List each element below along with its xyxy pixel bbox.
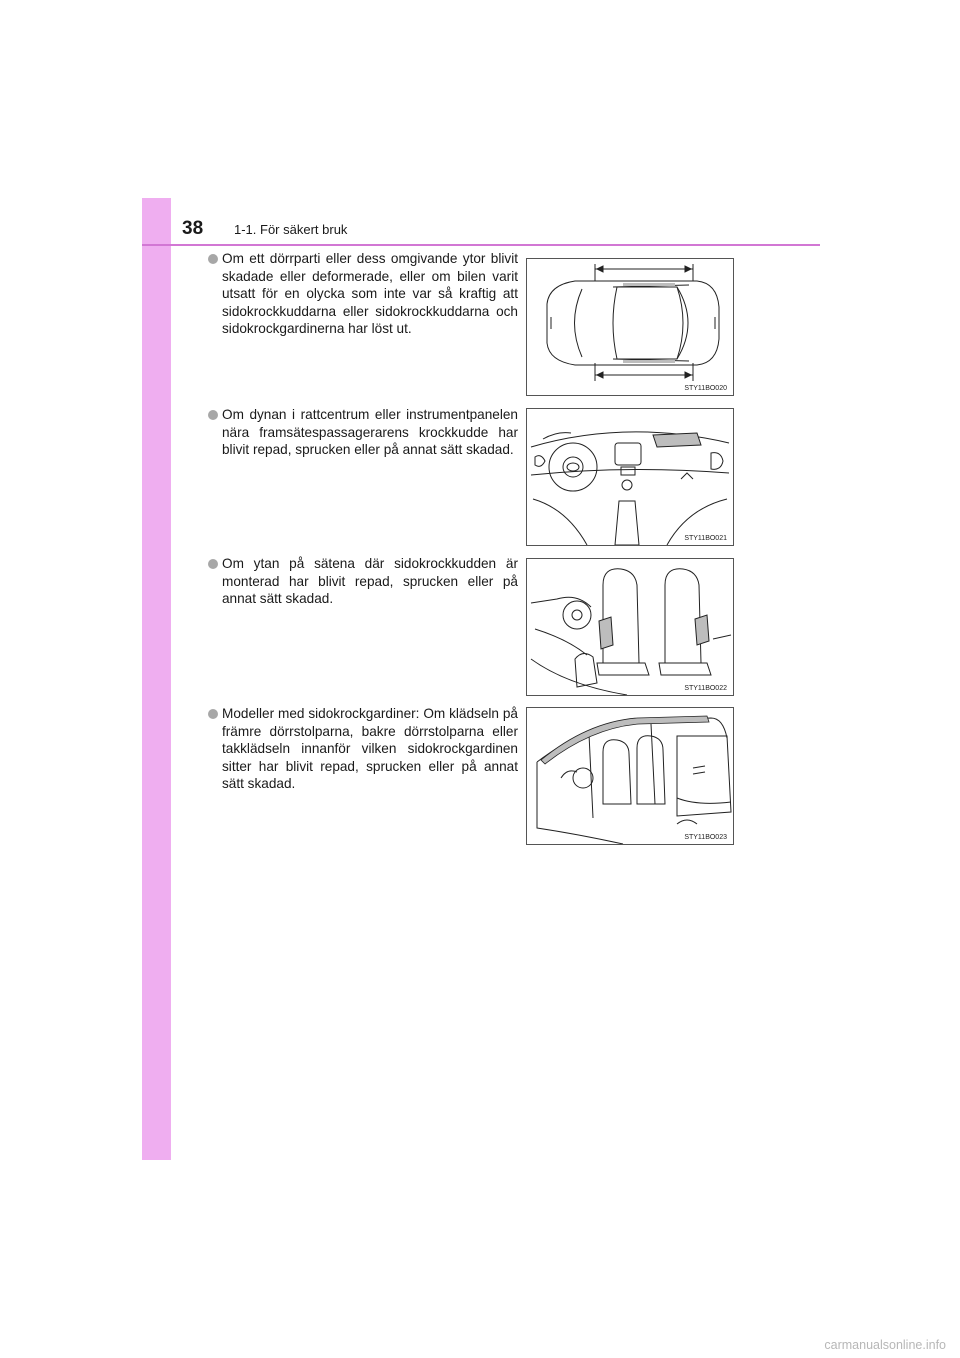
page-number: 38 xyxy=(182,218,204,239)
header-color-tab xyxy=(142,198,171,244)
list-item-dashboard-damage xyxy=(222,406,518,459)
watermark: carmanualsonline.info xyxy=(824,1338,946,1352)
figure-car-top-view xyxy=(526,258,734,396)
item-text: Modeller med sidokrockgardiner: Om klädseln på främre dörrstolparna, bakre dörrstolparna eller takklädseln innanför vilken sidokrockgardinen sitter har blivit repad, sprucken eller på annat sätt skadad. xyxy=(222,706,518,792)
side-curtain-illustration xyxy=(527,708,733,844)
list-item-curtain-damage xyxy=(222,705,518,793)
item-text: Om ett dörrparti eller dess omgivande ytor blivit skadade eller deformerade, eller om bilen varit utsatt för en olycka som inte var så kraftig att sidokrockkuddarna eller sidokrockkuddarna och sidokrockgardinerna har löst ut. xyxy=(222,251,518,337)
item-text: Om ytan på sätena där sidokrockkudden är monterad har blivit repad, sprucken eller på annat sätt skadad. xyxy=(222,556,518,607)
bullet-icon xyxy=(208,559,218,569)
figure-dashboard-view xyxy=(526,408,734,546)
side-color-band xyxy=(142,198,171,1160)
bullet-icon xyxy=(208,709,218,719)
figure-side-curtain xyxy=(526,707,734,845)
front-seats-illustration xyxy=(527,559,733,695)
bullet-icon xyxy=(208,254,218,264)
header-divider xyxy=(142,244,820,246)
dashboard-illustration xyxy=(527,409,733,545)
page-header xyxy=(142,198,820,244)
list-item-seat-damage xyxy=(222,555,518,608)
list-item-door-damage xyxy=(222,250,518,338)
item-text: Om dynan i rattcentrum eller instrumentpanelen nära framsätespassagerarens krockkudde har blivit repad, sprucken eller på annat sätt skadad. xyxy=(222,407,518,458)
figure-code: STY11BO021 xyxy=(684,535,727,542)
figure-code: STY11BO023 xyxy=(684,834,727,841)
car-top-view-illustration xyxy=(527,259,733,395)
bullet-icon xyxy=(208,410,218,420)
figure-code: STY11BO022 xyxy=(684,685,727,692)
section-title: 1-1. För säkert bruk xyxy=(234,222,348,237)
figure-front-seats xyxy=(526,558,734,696)
figure-code: STY11BO020 xyxy=(684,385,727,392)
